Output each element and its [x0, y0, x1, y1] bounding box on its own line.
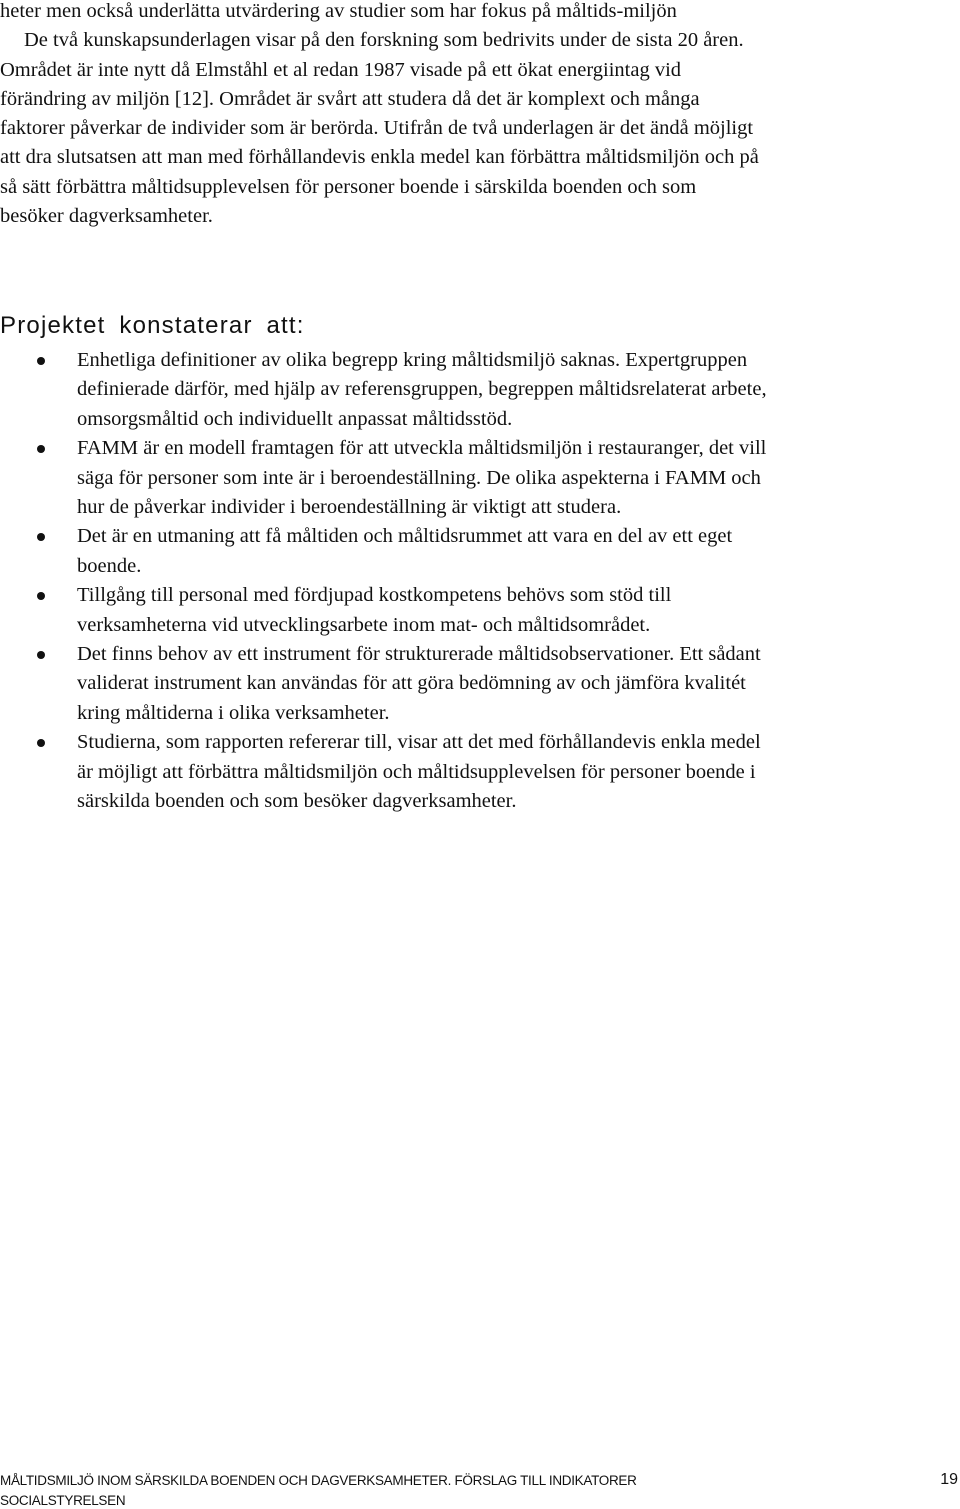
list-item-text: Det är en utmaning att få måltiden och måltidsrummet att vara en del av ett eget boende.	[77, 525, 733, 577]
bullet-icon	[37, 357, 45, 365]
list-item	[0, 522, 770, 581]
bullet-icon	[37, 445, 45, 453]
section-heading: Projektet konstaterar att:	[0, 312, 305, 339]
list-item	[0, 640, 770, 728]
list-item	[0, 346, 770, 434]
bullet-icon	[37, 739, 45, 747]
conclusion-list	[0, 346, 770, 817]
bullet-icon	[37, 592, 45, 600]
list-item-text: FAMM är en modell framtagen för att utveckla måltidsmiljön i restauranger, det vill säga för personer som inte är i beroendeställning. De olika aspekterna i FAMM och hur de påverkar individer i beroendeställning är viktigt att studera.	[77, 437, 767, 519]
footer-organization: SOCIALSTYRELSEN	[0, 1493, 126, 1508]
body-text	[0, 0, 760, 231]
list-item	[0, 581, 770, 640]
paragraph-continuation: heter men också underlätta utvärdering av studier som har fokus på måltids-miljön	[0, 0, 677, 22]
bullet-icon	[37, 651, 45, 659]
list-item	[0, 434, 770, 522]
page-number: 19	[940, 1471, 958, 1488]
list-item	[0, 728, 770, 816]
list-item-text: Tillgång till personal med fördjupad kostkompetens behövs som stöd till verksamheterna vid utvecklingsarbete inom mat- och måltidsområdet.	[77, 584, 672, 636]
list-item-text: Det finns behov av ett instrument för strukturerade måltidsobservationer. Ett sådant validerat instrument kan användas för att göra bedömning av och jämföra kvalitét kring måltiderna i olika verksamheter.	[77, 643, 761, 724]
list-item-text: Studierna, som rapporten refererar till, visar att det med förhållandevis enkla medel är möjligt att förbättra måltidsmiljön och måltidsupplevelsen för personer boende i särskilda boenden och som besöker dagverksamheter.	[77, 731, 761, 813]
paragraph-knowledge-base: De två kunskapsunderlagen visar på den forskning som bedrivits under de sista 20 åren. Området är inte nytt då Elmståhl et al redan 1987 visade på ett ökat energiintag vid förändring av miljön [12]. Området är svårt att studera då det är komplext och många faktorer påverkar de individer som är berörda. Utifrån de två underlagen är det ändå möjligt att dra slutsatsen att man med förhållandevis enkla medel kan förbättra måltidsmiljön och på så sätt förbättra måltidsupplevelsen för personer boende i särskilda boenden och som besöker dagverksamheter.	[0, 29, 759, 228]
list-item-text: Enhetliga definitioner av olika begrepp kring måltidsmiljö saknas. Expertgruppen definierade därför, med hjälp av referensgruppen, begreppen måltidsrelaterat arbete, omsorgsmåltid och individuellt anpassat måltidsstöd.	[77, 349, 767, 430]
bullet-icon	[37, 533, 45, 541]
footer-title: MÅLTIDSMILJÖ INOM SÄRSKILDA BOENDEN OCH DAGVERKSAMHETER. FÖRSLAG TILL INDIKATORER	[0, 1473, 637, 1488]
